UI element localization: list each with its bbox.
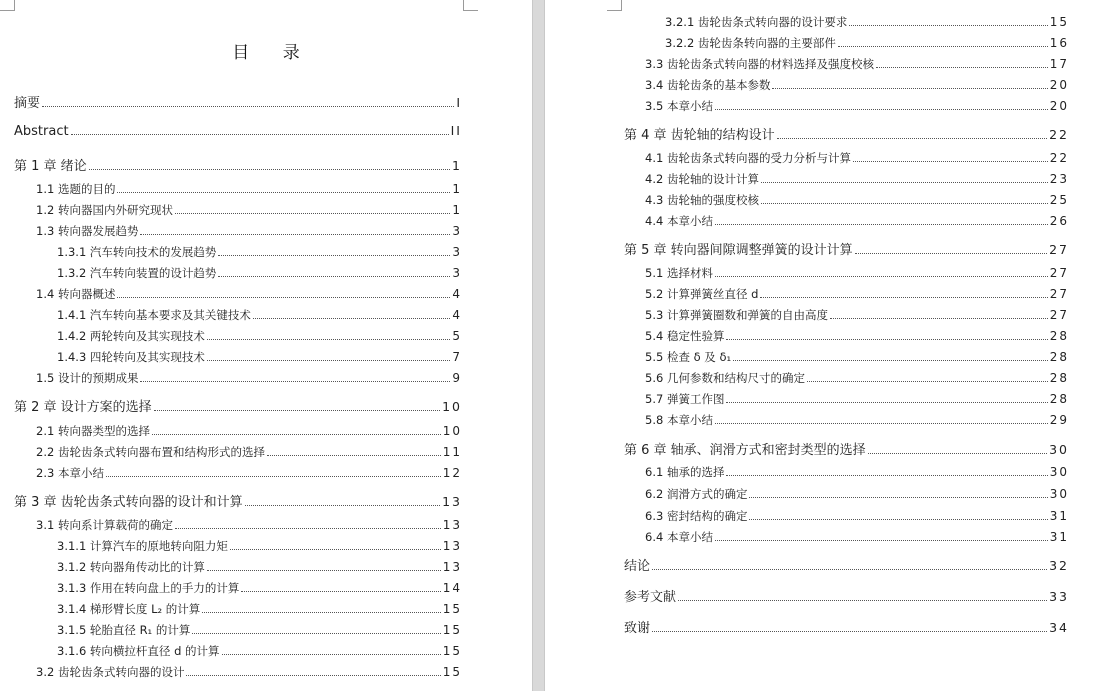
toc-entry[interactable] (14, 92, 462, 110)
page-gutter (532, 0, 545, 691)
toc-entry-title: 1.4.1 汽车转向基本要求及其关键技术 (57, 308, 251, 322)
toc-entry-page-number: 27 (1049, 266, 1069, 280)
toc-entry-page-number: 20 (1049, 78, 1069, 92)
toc-dot-leader (726, 402, 1047, 403)
toc-entry-title: 摘要 (14, 96, 41, 111)
toc-entry-page-number: 20 (1049, 99, 1069, 113)
toc-entry-title: 1.4.3 四轮转向及其实现技术 (57, 350, 205, 364)
toc-entry-page-number: 23 (1049, 172, 1069, 186)
toc-entry[interactable] (645, 171, 1069, 187)
toc-dot-leader (140, 381, 450, 382)
toc-entry-title: 3.4 齿轮齿条的基本参数 (645, 78, 771, 92)
toc-dot-leader (868, 453, 1047, 454)
toc-entry-title: 1.3.1 汽车转向技术的发展趋势 (57, 245, 217, 259)
toc-dot-leader (761, 182, 1048, 183)
toc-dot-leader (218, 276, 450, 277)
toc-entry[interactable] (645, 464, 1069, 480)
toc-entry-page-number: 10 (442, 399, 462, 414)
toc-entry-page-number: 15 (442, 644, 462, 658)
toc-entry-page-number: 28 (1049, 371, 1069, 385)
toc-entry[interactable] (645, 508, 1069, 524)
toc-entry[interactable] (624, 124, 1069, 142)
toc-entry-page-number: 22 (1049, 127, 1069, 142)
toc-entry-title: 3.2 齿轮齿条式转向器的设计 (36, 665, 185, 679)
toc-entry-title: 4.3 齿轮轴的强度校核 (645, 193, 759, 207)
toc-entry[interactable] (645, 412, 1069, 428)
document-page-right (545, 0, 1095, 691)
toc-entry-page-number: 28 (1049, 329, 1069, 343)
toc-entry[interactable] (645, 370, 1069, 386)
toc-dot-leader (761, 203, 1048, 204)
toc-entry[interactable] (645, 192, 1069, 208)
toc-entry[interactable] (36, 181, 462, 197)
toc-entry-page-number: 3 (452, 224, 462, 238)
toc-entry-title: 5.1 选择材料 (645, 266, 713, 280)
toc-dot-leader (855, 253, 1047, 254)
toc-dot-leader (652, 631, 1047, 632)
toc-entry-page-number: 15 (442, 623, 462, 637)
toc-entry-page-number: 16 (1049, 36, 1069, 50)
toc-entry-page-number: 1 (452, 158, 462, 173)
toc-title: 目 录 (232, 43, 314, 63)
toc-entry-title: 第 6 章 轴承、润滑方式和密封类型的选择 (624, 443, 866, 458)
toc-dot-leader (152, 434, 441, 435)
toc-dot-leader (241, 591, 440, 592)
toc-entry[interactable] (57, 559, 462, 575)
toc-entry[interactable] (14, 396, 462, 414)
toc-entry[interactable] (36, 465, 462, 481)
toc-entry-title: 6.4 本章小结 (645, 530, 713, 544)
toc-entry-title: 结论 (624, 559, 651, 574)
toc-entry-page-number: I (456, 95, 462, 110)
toc-entry[interactable] (624, 439, 1069, 457)
toc-dot-leader (253, 318, 450, 319)
toc-entry[interactable] (57, 328, 462, 344)
toc-entry[interactable] (36, 202, 462, 218)
toc-entry-page-number: 34 (1049, 620, 1069, 635)
toc-entry-title: 1.5 设计的预期成果 (36, 371, 139, 385)
toc-entry-title: 3.1.3 作用在转向盘上的手力的计算 (57, 581, 240, 595)
toc-entry[interactable] (645, 77, 1069, 93)
toc-dot-leader (154, 410, 440, 411)
toc-entry-title: 4.1 齿轮齿条式转向器的受力分析与计算 (645, 151, 851, 165)
toc-entry-page-number: 33 (1049, 589, 1069, 604)
toc-entry-page-number: 5 (452, 329, 462, 343)
toc-entry-page-number: 27 (1049, 287, 1069, 301)
toc-dot-leader (749, 497, 1047, 498)
toc-entry[interactable] (645, 391, 1069, 407)
toc-entry-page-number: 15 (442, 665, 462, 679)
toc-dot-leader (678, 600, 1047, 601)
toc-entry-page-number: 27 (1049, 308, 1069, 322)
toc-entry[interactable] (57, 538, 462, 554)
toc-dot-leader (175, 528, 441, 529)
toc-dot-leader (42, 106, 454, 107)
toc-entry[interactable] (624, 555, 1069, 573)
toc-left-column (0, 0, 532, 691)
toc-entry[interactable] (57, 244, 462, 260)
toc-entry[interactable] (624, 617, 1069, 635)
toc-dot-leader (733, 360, 1048, 361)
toc-entry-title: 4.2 齿轮轴的设计计算 (645, 172, 759, 186)
toc-entry-page-number: 3 (452, 266, 462, 280)
toc-entry-page-number: 30 (1049, 487, 1069, 501)
toc-entry-page-number: 1 (452, 203, 462, 217)
toc-entry-page-number: 13 (442, 518, 462, 532)
toc-entry-page-number: 29 (1049, 413, 1069, 427)
toc-entry-page-number: 9 (452, 371, 462, 385)
toc-entry[interactable] (645, 265, 1069, 281)
toc-entry-page-number: 28 (1049, 392, 1069, 406)
toc-entry[interactable] (57, 580, 462, 596)
toc-entry-title: 3.3 齿轮齿条式转向器的材料选择及强度校核 (645, 57, 874, 71)
toc-entry-title: 1.4 转向器概述 (36, 287, 116, 301)
toc-entry[interactable] (665, 14, 1069, 30)
toc-dot-leader (726, 475, 1047, 476)
toc-entry-page-number: 14 (442, 581, 462, 595)
toc-entry-title: 参考文献 (624, 590, 677, 605)
toc-entry-page-number: 13 (442, 560, 462, 574)
toc-entry-page-number: 25 (1049, 193, 1069, 207)
toc-entry-title: 1.1 选题的目的 (36, 182, 116, 196)
toc-entry[interactable] (57, 622, 462, 638)
toc-dot-leader (186, 675, 440, 676)
toc-entry[interactable] (14, 491, 462, 509)
toc-dot-leader (222, 654, 441, 655)
toc-dot-leader (849, 25, 1047, 26)
toc-entry-title: 5.8 本章小结 (645, 413, 713, 427)
toc-dot-leader (207, 360, 450, 361)
toc-entry[interactable] (624, 586, 1069, 604)
toc-dot-leader (715, 276, 1048, 277)
toc-entry-title: 第 5 章 转向器间隙调整弹簧的设计计算 (624, 243, 853, 258)
toc-entry-title: 1.2 转向器国内外研究现状 (36, 203, 173, 217)
toc-entry-page-number: 31 (1049, 509, 1069, 523)
document-page-left (0, 0, 532, 691)
toc-dot-leader (230, 549, 441, 550)
toc-entry[interactable] (57, 265, 462, 281)
toc-entry-title: 2.1 转向器类型的选择 (36, 424, 150, 438)
toc-entry-page-number: 30 (1049, 442, 1069, 457)
toc-entry-page-number: 3 (452, 245, 462, 259)
toc-entry-page-number: 30 (1049, 465, 1069, 479)
toc-entry-page-number: 32 (1049, 558, 1069, 573)
toc-entry-page-number: 11 (442, 445, 462, 459)
toc-entry-title: 6.1 轴承的选择 (645, 465, 725, 479)
toc-entry-page-number: 4 (452, 308, 462, 322)
toc-entry[interactable] (36, 423, 462, 439)
toc-entry[interactable] (14, 123, 462, 141)
toc-entry-title: 5.7 弹簧工作图 (645, 392, 725, 406)
toc-entry-page-number: 15 (1049, 15, 1069, 29)
toc-dot-leader (202, 612, 440, 613)
toc-entry-title: 3.1.1 计算汽车的原地转向阻力矩 (57, 539, 228, 553)
toc-entry-title: 6.3 密封结构的确定 (645, 509, 748, 523)
toc-dot-leader (777, 138, 1047, 139)
toc-dot-leader (749, 519, 1047, 520)
toc-entry[interactable] (36, 444, 462, 460)
toc-entry-title: 第 2 章 设计方案的选择 (14, 400, 152, 415)
toc-entry-page-number: 15 (442, 602, 462, 616)
toc-entry-page-number: 27 (1049, 242, 1069, 257)
toc-entry[interactable] (645, 150, 1069, 166)
toc-dot-leader (207, 570, 441, 571)
toc-entry[interactable] (36, 370, 462, 386)
toc-entry-page-number: 22 (1049, 151, 1069, 165)
toc-right-column (545, 0, 1095, 691)
toc-entry[interactable] (645, 213, 1069, 229)
toc-dot-leader (760, 297, 1047, 298)
toc-entry-title: 3.1.2 转向器角传动比的计算 (57, 560, 205, 574)
toc-dot-leader (807, 381, 1048, 382)
toc-dot-leader (117, 192, 450, 193)
toc-dot-leader (876, 67, 1048, 68)
toc-entry-title: 5.3 计算弹簧圈数和弹簧的自由高度 (645, 308, 828, 322)
toc-entry-title: 1.3 转向器发展趋势 (36, 224, 139, 238)
toc-entry-title: 2.3 本章小结 (36, 466, 104, 480)
toc-dot-leader (652, 569, 1047, 570)
toc-dot-leader (715, 224, 1048, 225)
toc-entry-title: 1.4.2 两轮转向及其实现技术 (57, 329, 205, 343)
toc-entry[interactable] (14, 155, 462, 173)
toc-entry[interactable] (57, 643, 462, 659)
toc-entry-title: 5.2 计算弹簧丝直径 d (645, 287, 759, 301)
toc-entry-title: 第 3 章 齿轮齿条式转向器的设计和计算 (14, 495, 243, 510)
toc-entry-title: 致谢 (624, 621, 651, 636)
toc-dot-leader (218, 255, 450, 256)
toc-entry[interactable] (57, 601, 462, 617)
toc-entry-page-number: 12 (442, 466, 462, 480)
toc-entry-title: 3.1.5 轮胎直径 R₁ 的计算 (57, 623, 191, 637)
toc-entry[interactable] (665, 35, 1069, 51)
toc-dot-leader (772, 88, 1047, 89)
toc-entry[interactable] (624, 239, 1069, 257)
toc-entry-title: 2.2 齿轮齿条式转向器布置和结构形式的选择 (36, 445, 265, 459)
toc-dot-leader (726, 339, 1047, 340)
toc-entry-page-number: 7 (452, 350, 462, 364)
toc-entry[interactable] (645, 486, 1069, 502)
toc-entry[interactable] (57, 307, 462, 323)
toc-entry-page-number: 28 (1049, 350, 1069, 364)
toc-entry-page-number: II (450, 123, 462, 138)
toc-dot-leader (715, 423, 1048, 424)
toc-entry[interactable] (36, 664, 462, 680)
toc-entry-title: 5.4 稳定性验算 (645, 329, 725, 343)
toc-entry-title: 1.3.2 汽车转向装置的设计趋势 (57, 266, 217, 280)
toc-entry-page-number: 31 (1049, 530, 1069, 544)
toc-entry-title: 3.1 转向系计算载荷的确定 (36, 518, 173, 532)
toc-dot-leader (71, 134, 449, 135)
toc-entry[interactable] (645, 349, 1069, 365)
toc-dot-leader (117, 297, 450, 298)
toc-entry[interactable] (645, 56, 1069, 72)
toc-entry-title: 3.1.6 转向横拉杆直径 d 的计算 (57, 644, 220, 658)
toc-dot-leader (715, 109, 1048, 110)
toc-dot-leader (267, 455, 441, 456)
toc-entry-title: 6.2 润滑方式的确定 (645, 487, 748, 501)
toc-dot-leader (207, 339, 450, 340)
toc-entry[interactable] (36, 286, 462, 302)
toc-entry-title: Abstract (14, 124, 69, 139)
toc-dot-leader (245, 505, 440, 506)
toc-entry[interactable] (645, 328, 1069, 344)
toc-dot-leader (175, 213, 450, 214)
toc-dot-leader (853, 161, 1048, 162)
toc-entry-title: 3.5 本章小结 (645, 99, 713, 113)
toc-entry-title: 4.4 本章小结 (645, 214, 713, 228)
toc-entry[interactable] (645, 286, 1069, 302)
toc-entry-page-number: 26 (1049, 214, 1069, 228)
toc-entry-title: 5.6 几何参数和结构尺寸的确定 (645, 371, 805, 385)
toc-entry[interactable] (36, 223, 462, 239)
toc-entry-page-number: 13 (442, 539, 462, 553)
toc-entry[interactable] (645, 98, 1069, 114)
toc-entry-page-number: 10 (442, 424, 462, 438)
toc-entry-page-number: 4 (452, 287, 462, 301)
toc-entry[interactable] (57, 349, 462, 365)
toc-entry-page-number: 1 (452, 182, 462, 196)
toc-dot-leader (715, 540, 1048, 541)
toc-dot-leader (830, 318, 1048, 319)
toc-entry-page-number: 13 (442, 494, 462, 509)
toc-dot-leader (838, 46, 1048, 47)
toc-entry[interactable] (645, 307, 1069, 323)
toc-dot-leader (140, 234, 450, 235)
toc-dot-leader (89, 169, 450, 170)
toc-entry-title: 第 4 章 齿轮轴的结构设计 (624, 128, 775, 143)
toc-entry-page-number: 17 (1049, 57, 1069, 71)
toc-entry[interactable] (36, 517, 462, 533)
toc-dot-leader (106, 476, 441, 477)
toc-entry-title: 5.5 检查 δ 及 δ₁ (645, 350, 732, 364)
toc-entry-title: 第 1 章 绪论 (14, 159, 87, 174)
toc-entry-title: 3.1.4 梯形臂长度 L₂ 的计算 (57, 602, 201, 616)
toc-entry[interactable] (645, 529, 1069, 545)
toc-dot-leader (192, 633, 440, 634)
toc-entry-title: 3.2.2 齿轮齿条转向器的主要部件 (665, 36, 836, 50)
toc-entry-title: 3.2.1 齿轮齿条式转向器的设计要求 (665, 15, 848, 29)
